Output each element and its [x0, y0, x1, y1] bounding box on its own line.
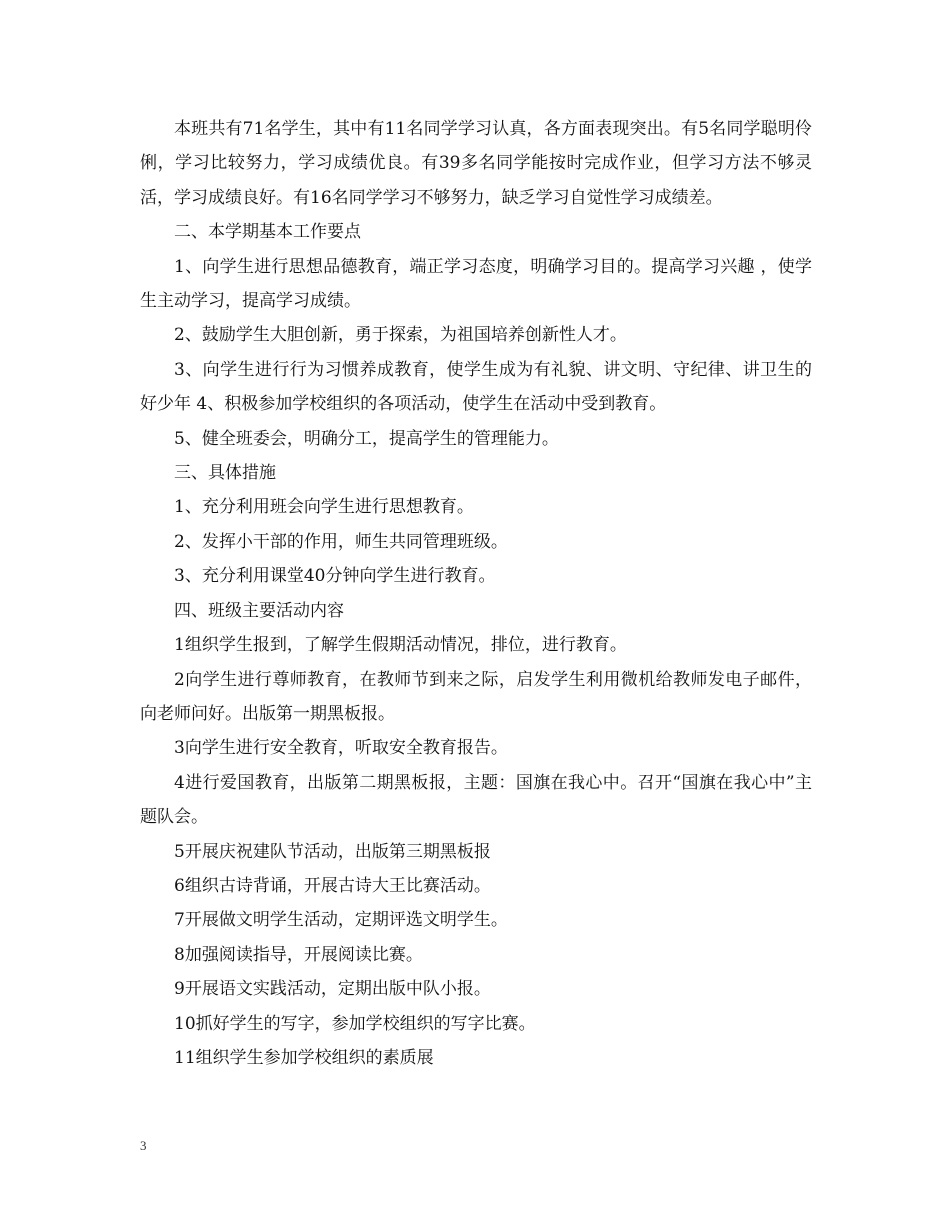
paragraph-activity-7: 7开展做文明学生活动，定期评选文明学生。	[174, 910, 508, 931]
paragraph-activity-2: 2向学生进行尊师教育，在教师节到来之际，启发学生利用微机给教师发电子邮件，向老师问好。出版第一期黑板报。	[140, 669, 812, 724]
paragraph-measure-3: 3、充分利用课堂40分钟向学生进行教育。	[174, 566, 496, 587]
paragraph-activity-10: 10抓好学生的写字，参加学校组织的写字比赛。	[174, 1013, 536, 1034]
paragraph-activity-4: 4进行爱国教育，出版第二期黑板报，主题：国旗在我心中。召开“国旗在我心中”主题队会。	[140, 772, 812, 828]
paragraph-activity-5: 5开展庆祝建队节活动，出版第三期黑板报	[174, 841, 491, 862]
page-number: 3	[140, 1138, 147, 1153]
paragraph-point-3-4: 3、向学生进行行为习惯养成教育，使学生成为有礼貌、讲文明、守纪律、讲卫生的好少年 4、积极参加学校组织的各项活动，使学生在活动中受到教育。	[140, 359, 812, 415]
paragraph-measure-2: 2、发挥小干部的作用，师生共同管理班级。	[174, 531, 508, 552]
paragraph-point-1: 1、向学生进行思想品德教育，端正学习态度，明确学习目的。提高学习兴趣 ，使学生主动学习，提高学习成绩。	[140, 256, 812, 312]
paragraph-point-5: 5、健全班委会，明确分工，提高学生的管理能力。	[174, 428, 559, 449]
paragraph-point-2: 2、鼓励学生大胆创新，勇于探索，为祖国培养创新性人才。	[174, 325, 627, 346]
heading-section-3: 三、具体措施	[174, 463, 276, 484]
paragraph-measure-1: 1、充分利用班会向学生进行思想教育。	[174, 497, 474, 518]
heading-section-4: 四、班级主要活动内容	[174, 600, 344, 621]
paragraph-activity-8: 8加强阅读指导，开展阅读比赛。	[174, 944, 423, 965]
paragraph-activity-11: 11组织学生参加学校组织的素质展	[174, 1047, 434, 1068]
paragraph-activity-9: 9开展语文实践活动，定期出版中队小报。	[174, 979, 491, 1000]
paragraph-class-overview: 本班共有71名学生，其中有11名同学学习认真，各方面表现突出。有5名同学聪明伶俐，学习比较努力，学习成绩优良。有39多名同学能按时完成作业，但学习方法不够灵活，学习成绩良好。有16名同学学习不够努力，缺乏学习自觉性学习成绩差。	[140, 119, 812, 208]
paragraph-activity-1: 1组织学生报到，了解学生假期活动情况，排位，进行教育。	[174, 635, 627, 656]
heading-section-2: 二、本学期基本工作要点	[174, 222, 361, 243]
document-body	[140, 112, 812, 1075]
paragraph-activity-3: 3向学生进行安全教育，听取安全教育报告。	[174, 738, 508, 759]
paragraph-activity-6: 6组织古诗背诵，开展古诗大王比赛活动。	[174, 875, 491, 896]
